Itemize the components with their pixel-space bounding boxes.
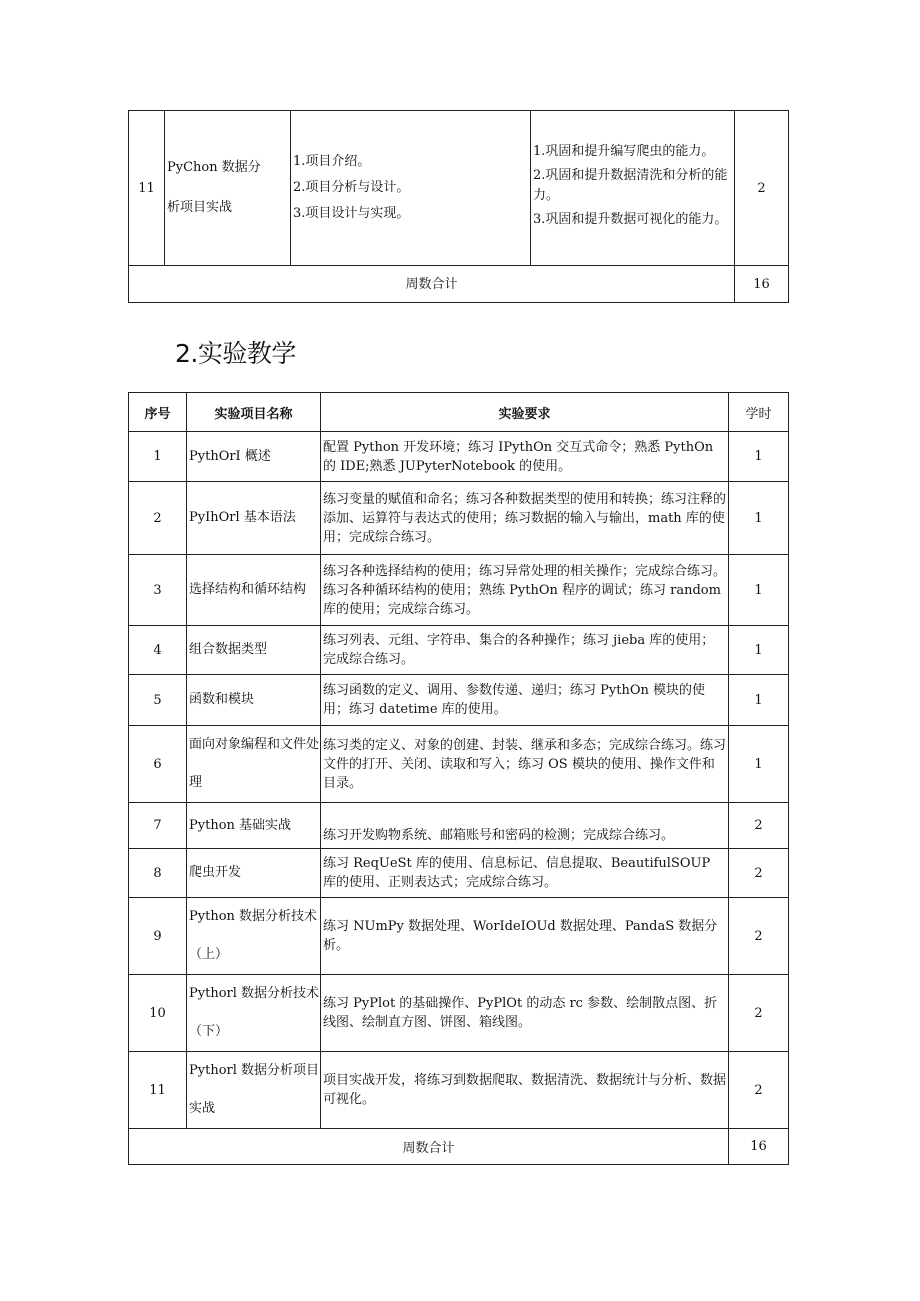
table-row [129, 626, 789, 675]
content-line: 3.项目设计与实现。 [293, 206, 410, 221]
header-requirement: 实验要求 [321, 393, 729, 432]
row-number: 10 [129, 975, 187, 1052]
header-name: 实验项目名称 [187, 393, 321, 432]
row-number: 2 [129, 482, 187, 555]
header-number: 序号 [129, 393, 187, 432]
table-row [129, 675, 789, 726]
content-line: 1.项目介绍。 [293, 154, 371, 169]
lab-requirement: 练习 ReqUeSt 库的使用、信息标记、信息提取、BeautifulSOUP 库的使用、正则表达式；完成综合练习。 [321, 849, 729, 898]
lab-requirement: 练习开发购物系统、邮箱账号和密码的检测；完成综合练习。 [321, 803, 729, 849]
row-number: 7 [129, 803, 187, 849]
lab-name: Python 基础实战 [187, 803, 321, 849]
row-number: 11 [129, 111, 165, 266]
lab-hours: 2 [729, 1052, 789, 1129]
lab-hours: 1 [729, 555, 789, 626]
lab-name: PythOrI 概述 [187, 432, 321, 482]
table-row [129, 726, 789, 803]
lab-hours: 2 [729, 849, 789, 898]
table-row [129, 975, 789, 1052]
lab-teaching-table [128, 392, 789, 1165]
row-number: 8 [129, 849, 187, 898]
project-goals [531, 111, 735, 266]
lab-hours: 1 [729, 726, 789, 803]
lab-name: 爬虫开发 [187, 849, 321, 898]
row-number: 9 [129, 898, 187, 975]
goal-item: 1.巩固和提升编写爬虫的能力。 [533, 144, 715, 159]
lab-requirement: 练习函数的定义、调用、参数传递、递归；练习 PythOn 模块的使用；练习 datetime 库的使用。 [321, 675, 729, 726]
lab-hours: 1 [729, 675, 789, 726]
lab-requirement: 配置 Python 开发环境；练习 IPythOn 交互式命令；熟悉 PythOn 的 IDE;熟悉 JUPyterNotebook 的使用。 [321, 432, 729, 482]
lab-name: Pythorl 数据分析项目实战 [187, 1052, 321, 1129]
project-name-line: 析项目实战 [167, 200, 233, 215]
total-row [129, 266, 789, 303]
table-row [129, 898, 789, 975]
lab-requirement: 练习类的定义、对象的创建、封装、继承和多态；完成综合练习。练习文件的打开、关闭、读取和写入；练习 OS 模块的使用、操作文件和目录。 [321, 726, 729, 803]
lab-requirement: 练习 PyPlot 的基础操作、PyPlOt 的动态 rc 参数、绘制散点图、折线图、绘制直方图、饼图、箱线图。 [321, 975, 729, 1052]
lab-hours: 1 [729, 432, 789, 482]
table-row [129, 482, 789, 555]
lab-requirement: 练习 NUmPy 数据处理、WorIdeIOUd 数据处理、PandaS 数据分析。 [321, 898, 729, 975]
lab-requirement: 练习列表、元组、字符串、集合的各种操作；练习 jieba 库的使用；完成综合练习。 [321, 626, 729, 675]
total-label: 周数合计 [129, 266, 735, 303]
lab-name: Pythorl 数据分析技术（下） [187, 975, 321, 1052]
project-name [165, 111, 291, 266]
table-row [129, 432, 789, 482]
row-number: 5 [129, 675, 187, 726]
total-value: 16 [735, 266, 789, 303]
project-content [291, 111, 531, 266]
lab-requirement: 练习变量的赋值和命名；练习各种数据类型的使用和转换；练习注释的添加、运算符与表达式的使用；练习数据的输入与输出，math 库的使用；完成综合练习。 [321, 482, 729, 555]
header-row [129, 393, 789, 432]
total-value: 16 [729, 1129, 789, 1165]
project-name-line: PyChon 数据分 [167, 160, 261, 175]
row-number: 1 [129, 432, 187, 482]
table-row [129, 111, 789, 266]
table-row [129, 555, 789, 626]
row-number: 4 [129, 626, 187, 675]
row-number: 11 [129, 1052, 187, 1129]
lab-name: 函数和模块 [187, 675, 321, 726]
lab-hours: 2 [729, 898, 789, 975]
row-number: 6 [129, 726, 187, 803]
lab-hours: 1 [729, 482, 789, 555]
lab-name: Python 数据分析技术（上） [187, 898, 321, 975]
course-table-continuation [128, 110, 789, 303]
table-row [129, 803, 789, 849]
table-row [129, 849, 789, 898]
project-hours: 2 [735, 111, 789, 266]
content-line: 2.项目分析与设计。 [293, 180, 410, 195]
total-label: 周数合计 [129, 1129, 729, 1165]
lab-requirement: 项目实战开发，将练习到数据爬取、数据清洗、数据统计与分析、数据可视化。 [321, 1052, 729, 1129]
lab-hours: 2 [729, 975, 789, 1052]
lab-name: 选择结构和循环结构 [187, 555, 321, 626]
row-number: 3 [129, 555, 187, 626]
lab-requirement: 练习各种选择结构的使用；练习异常处理的相关操作；完成综合练习。练习各种循环结构的使用；熟练 PythOn 程序的调试；练习 random 库的使用；完成综合练习。 [321, 555, 729, 626]
table-row [129, 1052, 789, 1129]
lab-hours: 2 [729, 803, 789, 849]
lab-hours: 1 [729, 626, 789, 675]
lab-name: 面向对象编程和文件处理 [187, 726, 321, 803]
goal-item: 2.巩固和提升数据清洗和分析的能力。 [533, 168, 728, 203]
lab-name: PyIhOrl 基本语法 [187, 482, 321, 555]
section-heading: 2.实验教学 [175, 339, 296, 368]
header-hours: 学时 [729, 393, 789, 432]
goal-item: 3.巩固和提升数据可视化的能力。 [533, 212, 728, 227]
lab-name: 组合数据类型 [187, 626, 321, 675]
total-row [129, 1129, 789, 1165]
